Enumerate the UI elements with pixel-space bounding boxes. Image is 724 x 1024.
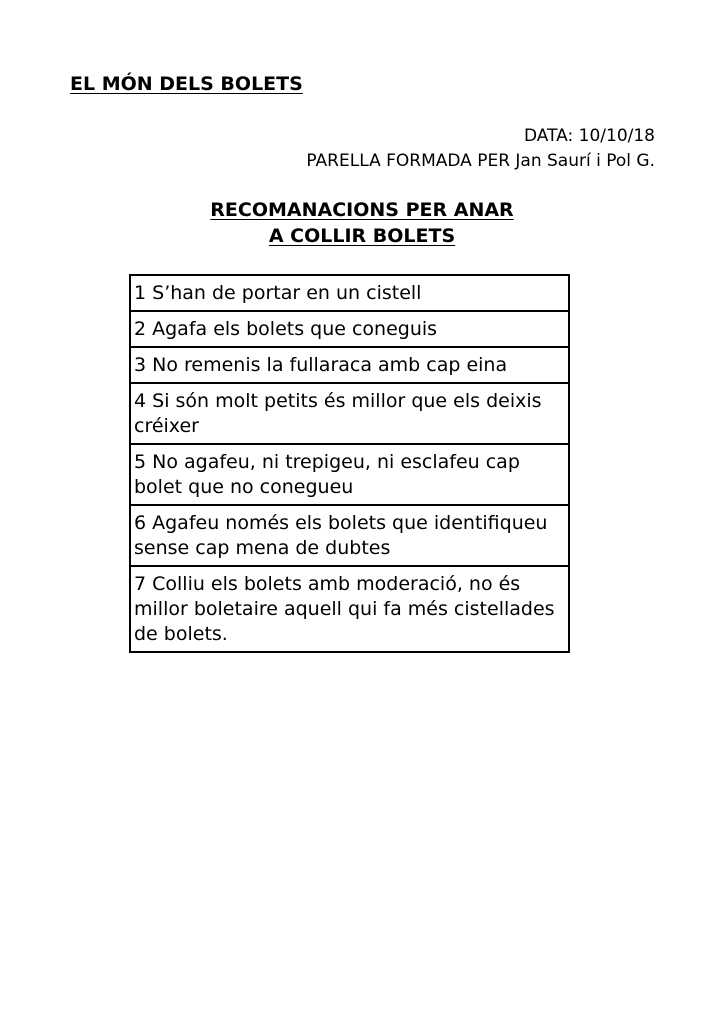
- page-title: EL MÓN DELS BOLETS: [70, 73, 303, 95]
- document-meta: [306, 124, 655, 174]
- section-title-line-1: RECOMANACIONS PER ANAR: [210, 199, 514, 221]
- recommendation-cell-1: 1 S’han de portar en un cistell: [130, 275, 569, 311]
- table-row: [130, 347, 569, 383]
- date-line: DATA: 10/10/18: [524, 126, 655, 146]
- recommendations-table: [129, 274, 570, 653]
- recommendation-cell-3: 3 No remenis la fullaraca amb cap eina: [130, 347, 569, 383]
- table-row: [130, 311, 569, 347]
- recommendation-cell-4: 4 Si són molt petits és millor que els deixis créixer: [130, 383, 569, 444]
- recommendation-cell-2: 2 Agafa els bolets que coneguis: [130, 311, 569, 347]
- recommendation-cell-6: 6 Agafeu només els bolets que identifiqueu sense cap mena de dubtes: [130, 505, 569, 566]
- section-title-line-2: A COLLIR BOLETS: [268, 225, 456, 247]
- section-title: [100, 197, 624, 249]
- recommendation-cell-7: 7 Colliu els bolets amb moderació, no és millor boletaire aquell qui fa més cistellades de bolets.: [130, 566, 569, 652]
- table-row: [130, 275, 569, 311]
- table-row: [130, 444, 569, 505]
- table-row: [130, 566, 569, 652]
- table-row: [130, 383, 569, 444]
- pair-line: PARELLA FORMADA PER Jan Saurí i Pol G.: [306, 151, 655, 171]
- recommendation-cell-5: 5 No agafeu, ni trepigeu, ni esclafeu cap bolet que no conegueu: [130, 444, 569, 505]
- table-row: [130, 505, 569, 566]
